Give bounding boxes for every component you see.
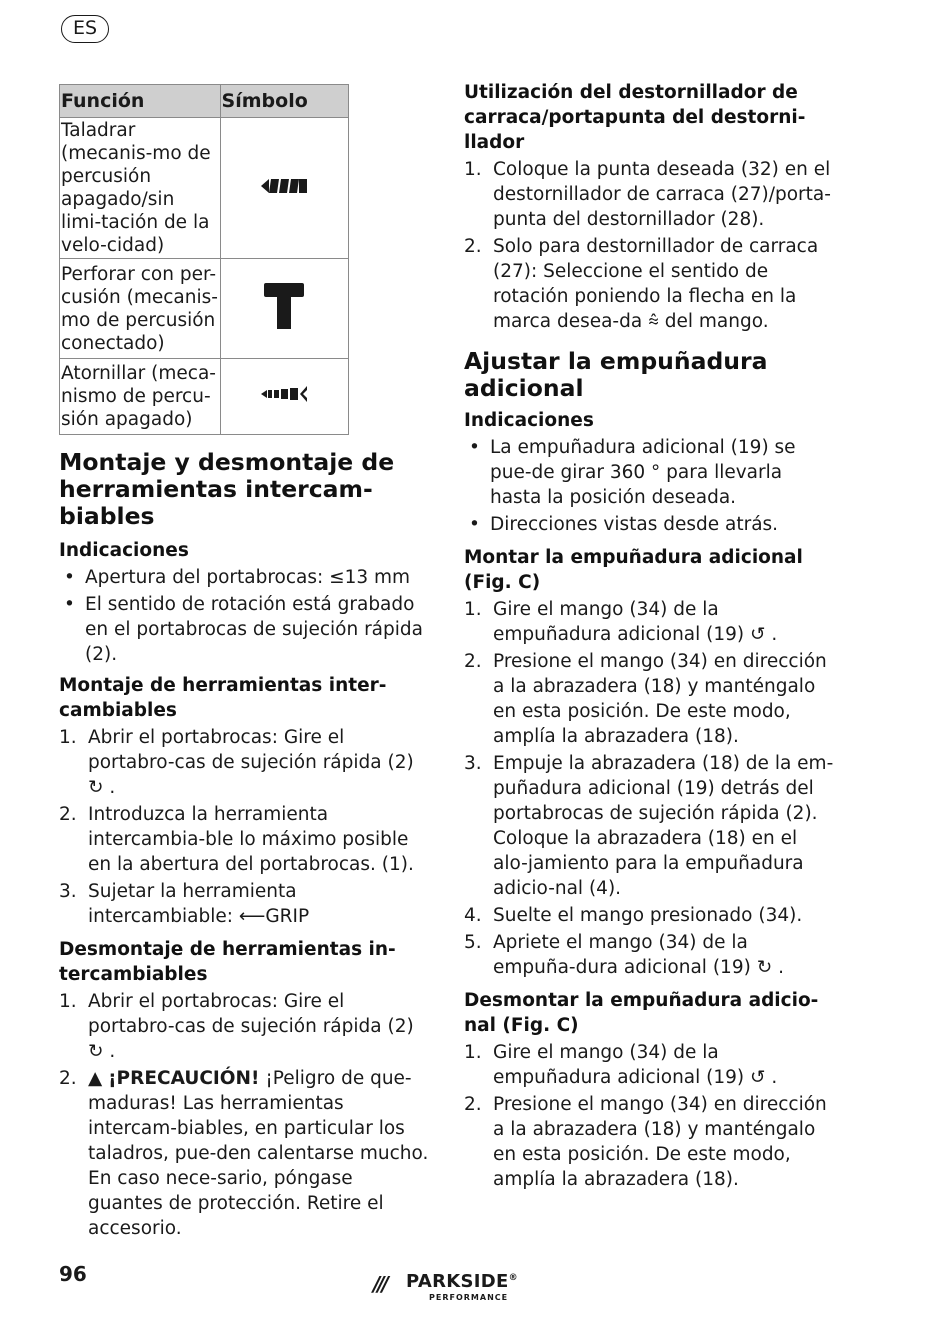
brand-name-text: PARKSIDE	[406, 1271, 509, 1292]
table-header-funcion: Función	[60, 85, 221, 118]
step-number: 1.	[59, 727, 77, 748]
hammer-icon	[264, 283, 304, 329]
subheading-desmontar-empunadura: Desmontar la empuñadura adicio-nal (Fig. C)	[464, 990, 819, 1036]
right-column	[464, 80, 836, 1194]
step-number: 2.	[59, 1068, 77, 1089]
step-number: 2.	[464, 1094, 482, 1115]
table-cell-simbolo	[220, 118, 348, 259]
step-text: Abrir el portabrocas: Gire el portabro-cas de sujeción rápida (2) ↻ .	[88, 991, 414, 1062]
utilizacion-steps-list	[464, 157, 836, 334]
step-text: Gire el mango (34) de la empuñadura adicional (19) ↺ .	[493, 1042, 778, 1088]
step-number: 4.	[464, 905, 482, 926]
page-number: 96	[59, 1262, 87, 1286]
indicaciones-list	[464, 435, 836, 537]
step-number: 1.	[464, 1042, 482, 1063]
list-item	[59, 1066, 431, 1241]
step-text: Coloque la punta deseada (32) en el destornillador de carraca (27)/porta-punta del destornillador (28).	[493, 159, 831, 230]
section-heading-montaje: Montaje y desmontaje de herramientas intercam-biables	[59, 448, 395, 530]
table-header-row	[60, 85, 349, 118]
table-cell-simbolo	[220, 359, 348, 435]
table-cell-funcion: Atornillar (meca-nismo de percu-sión apagado)	[60, 359, 221, 435]
step-text: Abrir el portabrocas: Gire el portabro-cas de sujeción rápida (2) ↻ .	[88, 727, 414, 798]
table-row	[60, 259, 349, 359]
step-text: Presione el mango (34) en dirección a la abrazadera (18) y manténgalo en esta posición. De este modo, amplía la abrazadera (18).	[493, 651, 827, 747]
table-cell-funcion: Perforar con per-cusión (mecanis-mo de percusión conectado)	[60, 259, 221, 359]
desmontaje-steps-list	[59, 989, 431, 1241]
montaje-steps-list	[59, 725, 431, 929]
list-item	[464, 930, 836, 980]
table-cell-simbolo	[220, 259, 348, 359]
brand-name	[406, 1271, 518, 1292]
step-text: Apriete el mango (34) de la empuña-dura adicional (19) ↻ .	[493, 932, 784, 978]
step-text: Gire el mango (34) de la empuñadura adicional (19) ↺ .	[493, 599, 778, 645]
step-number: 3.	[464, 753, 482, 774]
subheading-montar-empunadura: Montar la empuñadura adicional (Fig. C)	[464, 547, 803, 593]
step-text: ¡Peligro de que-maduras! Las herramientas intercam-biables, en particular los taladros, pue-den calentarse mucho. En caso nece-sario, póngase guantes de protección. Retire el accesorio.	[88, 1068, 429, 1239]
list-item	[464, 234, 836, 334]
table-row	[60, 118, 349, 259]
screwdriver-icon	[261, 384, 307, 404]
step-number: 2.	[464, 651, 482, 672]
list-item	[464, 597, 836, 647]
list-item	[464, 649, 836, 749]
list-item: • La empuñadura adicional (19) se pue-de girar 360 ° para llevarla hasta la posición deseada.	[464, 435, 836, 510]
left-column	[59, 84, 431, 1243]
step-number: 1.	[464, 599, 482, 620]
section-heading-ajustar: Ajustar la empuñadura adicional	[464, 347, 768, 402]
language-badge: ES	[61, 15, 109, 43]
list-item	[464, 157, 836, 232]
list-item	[464, 1092, 836, 1192]
list-item	[59, 989, 431, 1064]
step-number: 5.	[464, 932, 482, 953]
subheading-indicaciones: Indicaciones	[464, 410, 594, 431]
step-text: Introduzca la herramienta intercambia-ble lo máximo posible en la abertura del portabrocas. (1).	[88, 804, 414, 875]
list-item: • Direcciones vistas desde atrás.	[464, 512, 836, 537]
list-item	[464, 903, 836, 928]
table-header-simbolo: Símbolo	[220, 85, 348, 118]
warning-icon: ▲	[88, 1068, 103, 1089]
brand-subtitle: PERFORMANCE	[429, 1293, 509, 1302]
subheading-indicaciones: Indicaciones	[59, 540, 189, 561]
montar-steps-list	[464, 597, 836, 980]
step-number: 3.	[59, 881, 77, 902]
step-text: Solo para destornillador de carraca (27): Seleccione el sentido de rotación poniendo la flecha en la marca desea-da ⩯ del mango.	[493, 236, 819, 332]
drill-bit-icon	[261, 178, 307, 194]
list-item	[59, 879, 431, 929]
subheading-montaje-herramientas: Montaje de herramientas inter-cambiables	[59, 675, 387, 721]
warning-label: ¡PRECAUCIÓN!	[108, 1068, 260, 1089]
indicaciones-list	[59, 565, 431, 667]
subheading-desmontaje-herramientas: Desmontaje de herramientas in-tercambiables	[59, 939, 396, 985]
step-number: 2.	[464, 236, 482, 257]
subheading-utilizacion: Utilización del destornillador de carraca/portapunta del destorni-llador	[464, 82, 806, 153]
table-cell-funcion: Taladrar (mecanis-mo de percusión apagado/sin limi-tación de la velo-cidad)	[60, 118, 221, 259]
list-item	[464, 751, 836, 901]
brand-slashes: ///	[373, 1272, 386, 1296]
step-number: 2.	[59, 804, 77, 825]
list-item	[464, 1040, 836, 1090]
function-symbol-table	[59, 84, 349, 435]
step-text: Empuje la abrazadera (18) de la em-puñadura adicional (19) detrás del portabrocas de sujeción rápida (2). Coloque la abrazadera (18) en el alo-jamiento para la empuñadura adicio-nal (4).	[493, 753, 834, 899]
list-item	[59, 802, 431, 877]
step-text: Sujetar la herramienta intercambiable: ⟵GRIP	[88, 881, 310, 927]
brand-registered-mark: ®	[508, 1273, 518, 1283]
list-item	[59, 725, 431, 800]
list-item: • El sentido de rotación está grabado en el portabrocas de sujeción rápida (2).	[59, 592, 431, 667]
step-number: 1.	[59, 991, 77, 1012]
step-text: Presione el mango (34) en dirección a la abrazadera (18) y manténgalo en esta posición. De este modo, amplía la abrazadera (18).	[493, 1094, 827, 1190]
desmontar-steps-list	[464, 1040, 836, 1192]
brand-logo	[373, 1270, 523, 1304]
step-text: Suelte el mango presionado (34).	[493, 905, 803, 926]
list-item: • Apertura del portabrocas: ≤13 mm	[59, 565, 431, 590]
table-row	[60, 359, 349, 435]
step-number: 1.	[464, 159, 482, 180]
